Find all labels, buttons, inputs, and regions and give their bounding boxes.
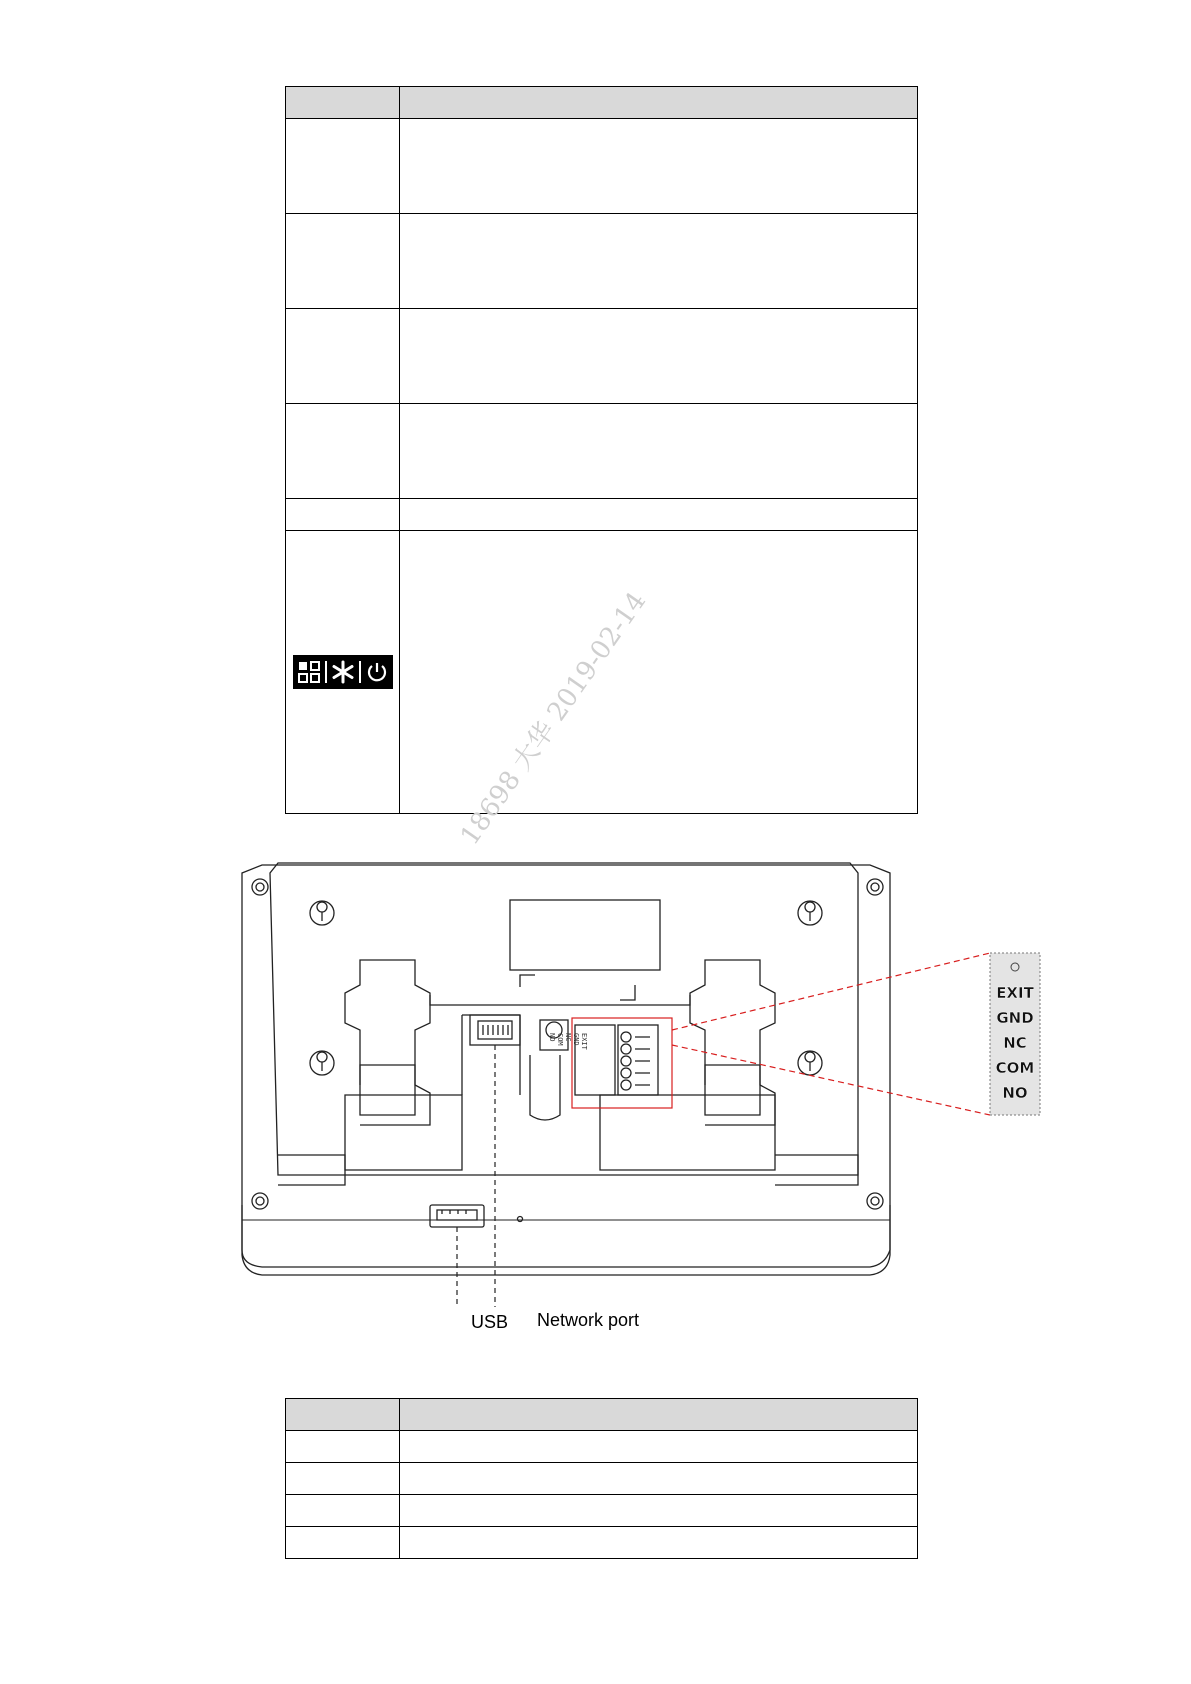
fan-icon bbox=[331, 660, 355, 684]
device-outer-body bbox=[242, 865, 890, 1267]
terminal-label: NO bbox=[1002, 1084, 1028, 1102]
header-cell bbox=[400, 1399, 918, 1431]
board-label: GND bbox=[572, 1033, 580, 1046]
terminal-callout bbox=[990, 953, 1040, 1115]
table-row bbox=[286, 499, 918, 531]
separator bbox=[325, 661, 327, 683]
lower-housing bbox=[345, 1095, 462, 1170]
left-mount-clip bbox=[345, 960, 430, 1115]
label-area bbox=[510, 900, 660, 970]
table-row bbox=[286, 214, 918, 309]
table-row bbox=[286, 404, 918, 499]
separator bbox=[359, 661, 361, 683]
device-front-edge bbox=[242, 1205, 890, 1275]
header-cell bbox=[286, 87, 400, 119]
terminal-label: COM bbox=[995, 1059, 1035, 1077]
table-row bbox=[286, 119, 918, 214]
terminal-label: EXIT bbox=[996, 984, 1034, 1002]
table-row bbox=[286, 1527, 918, 1559]
header-cell bbox=[400, 87, 918, 119]
table-row bbox=[286, 1495, 918, 1527]
table-row bbox=[286, 1431, 918, 1463]
usb-label: USB bbox=[471, 1312, 509, 1332]
terminal-label: GND bbox=[996, 1009, 1034, 1027]
device-back-plate bbox=[270, 863, 858, 1175]
usb-port-icon bbox=[430, 1205, 484, 1227]
network-port-icon bbox=[470, 1015, 520, 1045]
apps-icon bbox=[297, 660, 321, 684]
board-label: EXIT bbox=[580, 1033, 588, 1050]
board-label: COM bbox=[556, 1033, 564, 1046]
screw-icon bbox=[252, 879, 268, 895]
description-table-bottom bbox=[285, 1398, 918, 1559]
right-mount-clip bbox=[690, 960, 775, 1115]
network-port-label: Network port bbox=[537, 1310, 640, 1330]
table-header-row bbox=[286, 1399, 918, 1431]
header-cell bbox=[286, 1399, 400, 1431]
table-row bbox=[286, 1463, 918, 1495]
button-icon-strip bbox=[293, 655, 393, 689]
watermark: 18698 大华 2019-02-14 bbox=[454, 586, 653, 851]
table-header-row bbox=[286, 87, 918, 119]
description-table-top bbox=[285, 86, 918, 814]
power-icon bbox=[365, 660, 389, 684]
keyhole-mount-icon bbox=[310, 901, 334, 925]
board-label: NO bbox=[548, 1033, 556, 1042]
board-label: NC bbox=[564, 1033, 572, 1042]
table-row bbox=[286, 309, 918, 404]
terminal-label: NC bbox=[1003, 1034, 1027, 1052]
icon-cell bbox=[286, 531, 400, 814]
device-rear-diagram bbox=[230, 855, 1050, 1335]
